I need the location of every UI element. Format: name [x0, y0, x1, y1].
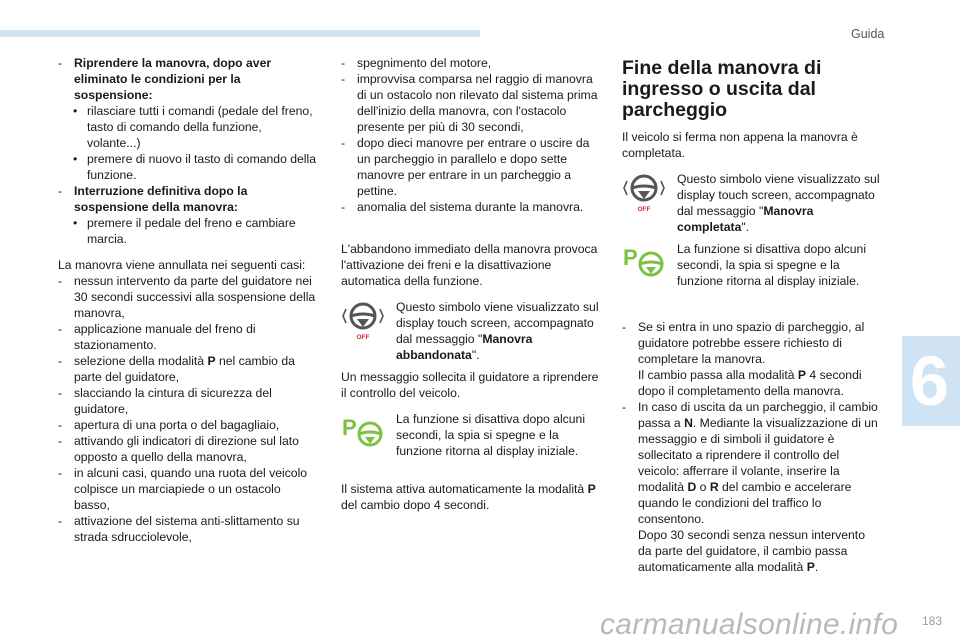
paragraph: L'abbandono immediato della manovra provoca l'attivazione dei freni e la disattivazione automatica della funzione.	[341, 242, 598, 288]
icon-caption	[396, 299, 603, 363]
list-text: nel cambio da parte del guidatore,	[74, 354, 295, 384]
gear-letter: R	[709, 480, 719, 494]
off-label: OFF	[637, 206, 651, 213]
paragraph: Il veicolo si ferma non appena la manovra è completata.	[622, 130, 858, 160]
gear-letter: D	[687, 480, 697, 494]
list-item: - attivando gli indicatori di direzione sul lato opposto a quello della manovra,	[58, 433, 318, 465]
paragraph: La manovra viene annullata nei seguenti casi:	[58, 258, 306, 272]
item-title: - Riprendere la manovra, dopo aver eliminato le condizioni per la sospensione:	[74, 56, 272, 102]
paragraph	[341, 481, 603, 513]
section-heading: Fine della manovra di ingresso o uscita dal parcheggio	[622, 57, 822, 121]
list-item: - dopo dieci manovre per entrare o uscire da un parcheggio in parallelo e dopo sette manovre per entrare in un parcheggio a pettine.	[341, 135, 603, 199]
list-item: - attivazione del sistema anti-slittamento su strada sdrucciolevole,	[58, 513, 318, 545]
steering-wheel-off-icon	[341, 299, 387, 343]
paragraph-text: Il sistema attiva automaticamente la modalità	[341, 482, 588, 496]
chapter-tab	[902, 336, 960, 426]
page-number: 183	[921, 614, 942, 628]
icon-caption: La funzione si disattiva dopo alcuni secondi, la spia si spegne e la funzione ritorna al display iniziale.	[677, 242, 867, 288]
caption-quote: "	[758, 204, 764, 218]
list-item: - improvvisa comparsa nel raggio di manovra di un ostacolo non rilevato dal sistema prima dell'inizio della manovra, con l'ostacolo presente per più di 30 secondi,	[341, 71, 603, 135]
list-text	[638, 527, 880, 575]
column-3	[622, 58, 880, 575]
caption-text: Questo simbolo viene visualizzato sul display touch screen, accompagnato dal messaggio	[677, 172, 880, 218]
caption-quote: ".	[471, 348, 480, 362]
list-text-part: .	[814, 560, 819, 574]
off-label: OFF	[356, 334, 370, 341]
column-1	[58, 55, 318, 545]
gear-letter: P	[797, 368, 807, 382]
list-item: - applicazione manuale del freno di stazionamento.	[58, 321, 318, 353]
gear-letter: N	[684, 416, 693, 430]
list-item	[58, 55, 318, 183]
icon-caption: La funzione si disattiva dopo alcuni secondi, la spia si spegne e la funzione ritorna al display iniziale.	[396, 412, 586, 458]
list-item	[622, 399, 880, 575]
caption-quote: "	[477, 332, 483, 346]
bullet-item: • premere il pedale del freno e cambiare marcia.	[58, 215, 318, 247]
list-item: - nessun intervento da parte del guidatore nei 30 secondi successivi alla sospensione della manovra,	[58, 273, 318, 321]
item-title: - Interruzione definitiva dopo la sospensione della manovra:	[74, 184, 248, 214]
section-title: Guida	[851, 27, 885, 41]
p-letter: P	[623, 245, 638, 270]
steering-wheel-off-icon	[622, 171, 668, 215]
list-text: selezione della modalità	[74, 354, 208, 368]
list-item: - slacciando la cintura di sicurezza del guidatore,	[58, 385, 318, 417]
icon-note	[341, 299, 603, 363]
list-item: - in alcuni casi, quando una ruota del veicolo colpisce un marciapiede o un ostacolo basso,	[58, 465, 318, 513]
caption-quote: ".	[741, 220, 750, 234]
chapter-number: 6	[910, 342, 949, 420]
icon-caption	[677, 171, 880, 235]
icon-note	[341, 411, 603, 475]
list-text-part: . Mediante la visualizzazione di un messaggio e di simboli il guidatore è sollecitato a riprendere il controllo del veicolo: afferrare il volante, inserire la modalità	[638, 416, 878, 494]
list-text-part: del cambio e accelerare quando le condizioni del traffico lo consentono.	[638, 480, 852, 526]
icon-note	[622, 171, 880, 235]
paragraph-text: del cambio dopo 4 secondi.	[341, 498, 490, 512]
caption-message: Manovra abbandonata	[396, 332, 533, 362]
list-text	[638, 399, 880, 527]
gear-letter: P	[587, 482, 596, 496]
gear-letter: P	[806, 560, 815, 574]
list-text-part: o	[696, 480, 710, 494]
icon-note	[622, 241, 880, 305]
list-text: - Se si entra in uno spazio di parcheggio, al guidatore potrebbe essere richiesto di completare la manovra.	[638, 320, 865, 366]
bullet-item: • premere di nuovo il tasto di comando della funzione.	[58, 151, 318, 183]
gear-letter: P	[207, 354, 216, 368]
column-2	[341, 55, 603, 513]
list-text-part: Dopo 30 secondi senza nessun intervento da parte del guidatore, il cambio passa automaticamente alla modalità	[638, 528, 865, 574]
list-item	[58, 183, 318, 247]
list-text	[638, 367, 880, 399]
list-text-part: In caso di uscita da un parcheggio, il cambio passa a	[638, 400, 878, 430]
list-item	[58, 353, 318, 385]
list-item	[622, 319, 880, 399]
list-text-part: Il cambio passa alla modalità	[638, 368, 798, 382]
list-item: - anomalia del sistema durante la manovra.	[341, 199, 603, 215]
p-letter: P	[342, 415, 357, 440]
steering-wheel-parking-icon	[341, 411, 387, 455]
list-item: - apertura di una porta o del bagagliaio,	[58, 417, 318, 433]
caption-message: Manovra completata	[677, 204, 814, 234]
list-text-part: 4 secondi dopo il completamento della manovra.	[638, 368, 862, 398]
steering-wheel-parking-icon	[622, 241, 668, 285]
watermark: carmanualsonline.info	[600, 608, 899, 641]
list-item: - spegnimento del motore,	[341, 55, 603, 71]
caption-text: Questo simbolo viene visualizzato sul display touch screen, accompagnato dal messaggio	[396, 300, 599, 346]
bullet-item: • rilasciare tutti i comandi (pedale del freno, tasto di comando della funzione, volante...)	[58, 103, 318, 151]
paragraph: Un messaggio sollecita il guidatore a riprendere il controllo del veicolo.	[341, 370, 599, 400]
top-accent-bar	[0, 30, 480, 37]
